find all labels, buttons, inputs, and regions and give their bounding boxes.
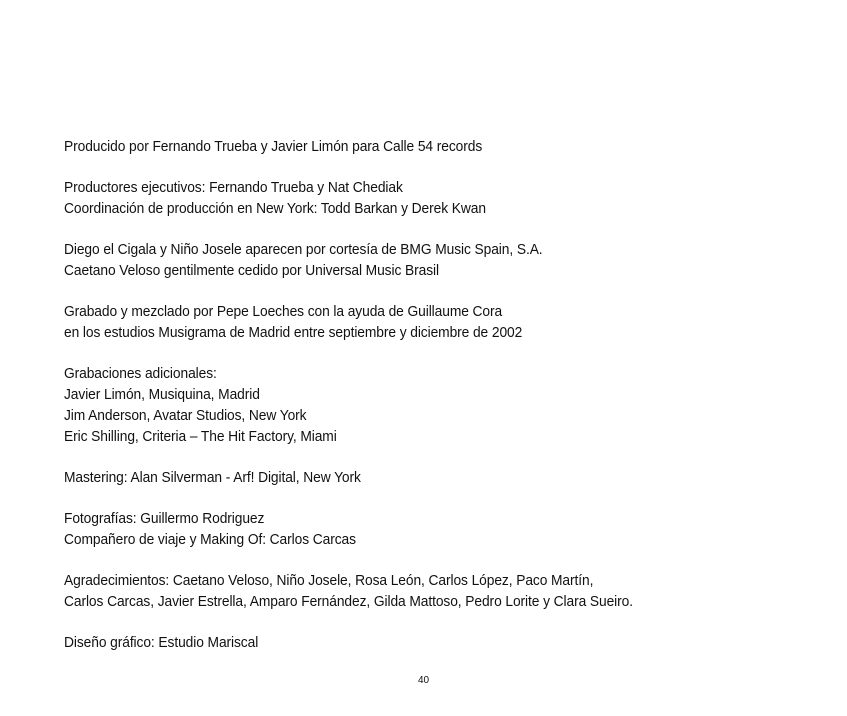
credit-line: Fotografías: Guillermo Rodriguez xyxy=(64,510,265,527)
credit-line: Jim Anderson, Avatar Studios, New York xyxy=(64,407,307,424)
credit-line: Mastering: Alan Silverman - Arf! Digital, New York xyxy=(64,469,361,486)
credits-graphic-design xyxy=(64,632,763,653)
credits-executive-producers xyxy=(64,177,763,219)
credit-line: Carlos Carcas, Javier Estrella, Amparo Fernández, Gilda Mattoso, Pedro Lorite y Clara Sueiro. xyxy=(64,593,633,610)
credit-line: Diseño gráfico: Estudio Mariscal xyxy=(64,634,259,651)
credit-line: Javier Limón, Musiquina, Madrid xyxy=(64,386,260,403)
credits-acknowledgements xyxy=(64,570,763,612)
credit-line: Producido por Fernando Trueba y Javier Limón para Calle 54 records xyxy=(64,138,483,155)
credit-line: Eric Shilling, Criteria – The Hit Factory, Miami xyxy=(64,428,337,445)
credits-additional-recordings xyxy=(64,363,763,447)
credits-producer xyxy=(64,136,763,157)
credit-line: Productores ejecutivos: Fernando Trueba y Nat Chediak xyxy=(64,179,403,196)
credit-line: Coordinación de producción en New York: Todd Barkan y Derek Kwan xyxy=(64,200,486,217)
credits-photography xyxy=(64,508,763,550)
credit-line: Compañero de viaje y Making Of: Carlos Carcas xyxy=(64,531,356,548)
credits-mastering xyxy=(64,467,763,488)
credit-line: Grabaciones adicionales: xyxy=(64,365,217,382)
credit-line: en los estudios Musigrama de Madrid entre septiembre y diciembre de 2002 xyxy=(64,324,523,341)
credits-courtesy xyxy=(64,239,763,281)
credit-line: Caetano Veloso gentilmente cedido por Universal Music Brasil xyxy=(64,262,439,279)
credit-line: Grabado y mezclado por Pepe Loeches con la ayuda de Guillaume Cora xyxy=(64,303,503,320)
credit-line: Diego el Cigala y Niño Josele aparecen por cortesía de BMG Music Spain, S.A. xyxy=(64,241,543,258)
credits-recording xyxy=(64,301,763,343)
credit-line: Agradecimientos: Caetano Veloso, Niño Josele, Rosa León, Carlos López, Paco Martín, xyxy=(64,572,594,589)
page-number: 40 xyxy=(417,675,430,686)
credits-block xyxy=(64,136,763,673)
